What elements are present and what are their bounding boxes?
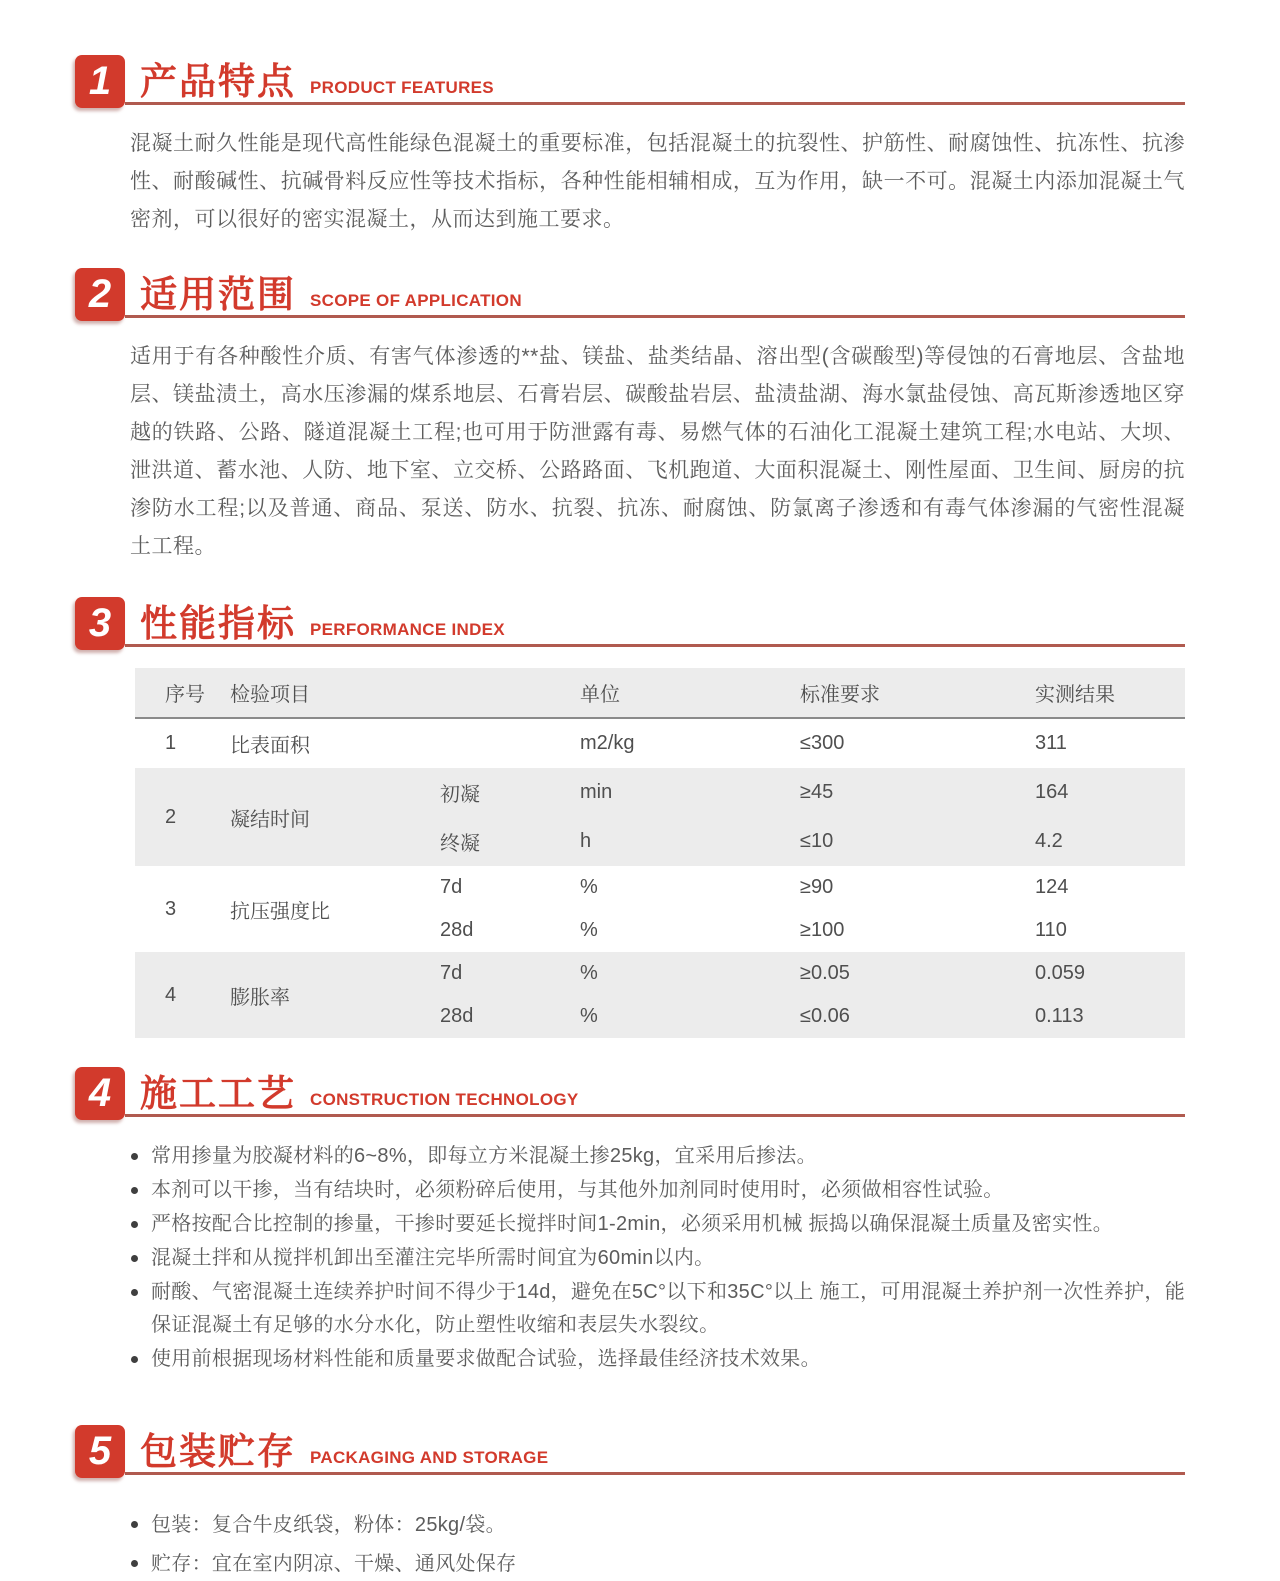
cell-item: 膨胀率 bbox=[230, 986, 290, 1009]
bullet-text: 包装：复合牛皮纸袋，粉体：25kg/袋。 bbox=[151, 1514, 506, 1536]
bullet-icon bbox=[131, 1356, 138, 1363]
section-2-number-badge bbox=[75, 268, 125, 321]
cell-std: ≥0.05 bbox=[800, 962, 850, 984]
cell-unit: h bbox=[580, 830, 592, 852]
cell-unit: m2/kg bbox=[580, 732, 635, 754]
bullet-text: 贮存：宜在室内阴凉、干燥、通风处保存 bbox=[151, 1553, 517, 1575]
section-4-title-rule bbox=[125, 1065, 1185, 1117]
cell-result: 311 bbox=[1035, 732, 1067, 754]
section-2-subtitle: SCOPE OF APPLICATION bbox=[310, 291, 522, 310]
cell-result: 164 bbox=[1035, 781, 1069, 803]
section-1-paragraph: 混凝土耐久性能是现代高性能绿色混凝土的重要标准，包括混凝土的抗裂性、护筋性、耐腐蚀性、抗冻性、抗渗性、耐酸碱性、抗碱骨料反应性等技术指标，各种性能相辅相成，互为作用，缺一不可。混凝土内添加混凝土气密剂，可以很好的密实混凝土，从而达到施工要求。 bbox=[130, 132, 1185, 231]
construction-bullet-list bbox=[128, 1140, 1185, 1376]
section-5-title: 包装贮存 bbox=[140, 1431, 296, 1473]
section-3-header bbox=[75, 594, 1185, 650]
table-row bbox=[135, 866, 1185, 909]
section-4-header bbox=[75, 1064, 1185, 1120]
section-4-title: 施工工艺 bbox=[140, 1073, 296, 1115]
cell-sub: 28d bbox=[440, 1005, 474, 1027]
cell-result: 0.059 bbox=[1035, 962, 1086, 984]
section-1-title: 产品特点 bbox=[140, 61, 296, 103]
cell-unit: % bbox=[580, 919, 598, 941]
cell-item: 比表面积 bbox=[230, 735, 310, 757]
section-2-header bbox=[75, 265, 1185, 321]
cell-sub bbox=[440, 718, 580, 768]
section-number: 5 bbox=[88, 1429, 112, 1473]
section-1-number-badge bbox=[75, 55, 125, 108]
bullet-item bbox=[128, 1276, 1185, 1342]
bullet-icon bbox=[131, 1521, 138, 1528]
section-number: 4 bbox=[88, 1071, 112, 1115]
cell-sub: 初凝 bbox=[440, 784, 480, 806]
bullet-icon bbox=[131, 1560, 138, 1567]
section-5-title-rule bbox=[125, 1423, 1185, 1475]
bullet-item bbox=[128, 1343, 1185, 1376]
cell-sub: 终凝 bbox=[440, 833, 480, 855]
bullet-icon bbox=[131, 1187, 138, 1194]
bullet-text: 混凝土拌和从搅拌机卸出至灌注完毕所需时间宜为60min以内。 bbox=[151, 1247, 715, 1269]
cell-no: 2 bbox=[165, 805, 177, 828]
bullet-item bbox=[128, 1547, 1185, 1581]
col-header-result: 实测结果 bbox=[1035, 684, 1115, 706]
section-3-number-badge bbox=[75, 597, 125, 650]
cell-unit: % bbox=[580, 876, 598, 898]
section-2-title-rule bbox=[125, 266, 1185, 318]
cell-unit: % bbox=[580, 1005, 598, 1027]
bullet-item bbox=[128, 1174, 1185, 1207]
bullet-text: 常用掺量为胶凝材料的6~8%，即每立方米混凝土掺25kg，宜采用后掺法。 bbox=[151, 1145, 817, 1167]
bullet-text: 本剂可以干掺，当有结块时，必须粉碎后使用，与其他外加剂同时使用时，必须做相容性试验。 bbox=[151, 1179, 1004, 1201]
bullet-icon bbox=[131, 1289, 138, 1296]
bullet-text: 耐酸、气密混凝土连续养护时间不得少于14d，避免在5C°以下和35C°以上 施工，可用混凝土养护剂一次性养护，能保证混凝土有足够的水分水化，防止塑性收缩和表层失水裂纹。 bbox=[151, 1281, 1185, 1336]
cell-no: 3 bbox=[165, 897, 177, 920]
cell-std: ≥90 bbox=[800, 876, 834, 898]
section-3-title-rule bbox=[125, 595, 1185, 647]
cell-std: ≤10 bbox=[800, 830, 834, 852]
col-header-unit: 单位 bbox=[580, 684, 620, 706]
cell-std: ≥100 bbox=[800, 919, 845, 941]
cell-sub: 7d bbox=[440, 876, 463, 898]
cell-std: ≤0.06 bbox=[800, 1005, 850, 1027]
section-3-title: 性能指标 bbox=[140, 603, 296, 645]
section-2-paragraph: 适用于有各种酸性介质、有害气体渗透的**盐、镁盐、盐类结晶、溶出型(含碳酸型)等侵蚀的石膏地层、含盐地层、镁盐渍土，高水压渗漏的煤系地层、石膏岩层、碳酸盐岩层、盐渍盐湖、海水氯盐侵蚀、高瓦斯渗透地区穿越的铁路、公路、隧道混凝土工程;也可用于防泄露有毒、易燃气体的石油化工混凝土建筑工程;水电站、大坝、泄洪道、蓄水池、人防、地下室、立交桥、公路路面、飞机跑道、大面积混凝土、刚性屋面、卫生间、厨房的抗渗防水工程;以及普通、商品、泵送、防水、抗裂、抗冻、耐腐蚀、防氯离子渗透和有毒气体渗漏的气密性混凝土工程。 bbox=[130, 345, 1185, 558]
section-1-header bbox=[75, 52, 1185, 108]
cell-item: 凝结时间 bbox=[230, 808, 310, 831]
bullet-text: 使用前根据现场材料性能和质量要求做配合试验，选择最佳经济技术效果。 bbox=[151, 1348, 821, 1370]
col-header-no: 序号 bbox=[165, 684, 205, 706]
bullet-text: 严格按配合比控制的掺量，干掺时要延长搅拌时间1-2min，必须采用机械 振捣以确保混凝土质量及密实性。 bbox=[151, 1213, 1113, 1235]
section-number: 1 bbox=[88, 59, 112, 103]
cell-sub: 28d bbox=[440, 919, 474, 941]
cell-std: ≤300 bbox=[800, 732, 845, 754]
section-1-subtitle: PRODUCT FEATURES bbox=[310, 78, 494, 97]
bullet-item bbox=[128, 1508, 1185, 1542]
section-3-subtitle: PERFORMANCE INDEX bbox=[310, 620, 505, 639]
performance-table-wrap bbox=[135, 668, 1185, 1038]
section-1-title-rule bbox=[125, 53, 1185, 105]
section-4-number-badge bbox=[75, 1067, 125, 1120]
section-number: 3 bbox=[88, 601, 112, 645]
section-4-subtitle: CONSTRUCTION TECHNOLOGY bbox=[310, 1090, 579, 1109]
cell-item: 抗压强度比 bbox=[230, 900, 330, 923]
bullet-icon bbox=[131, 1221, 138, 1228]
cell-no: 1 bbox=[165, 732, 177, 754]
table-row bbox=[135, 768, 1185, 817]
packaging-bullet-list bbox=[128, 1508, 1185, 1581]
cell-std: ≥45 bbox=[800, 781, 834, 803]
cell-unit: min bbox=[580, 781, 613, 803]
cell-unit: % bbox=[580, 962, 598, 984]
section-5-header bbox=[75, 1422, 1185, 1478]
table-row bbox=[135, 718, 1185, 768]
section-5-subtitle: PACKAGING AND STORAGE bbox=[310, 1448, 549, 1467]
col-header-item: 检验项目 bbox=[230, 684, 310, 706]
bullet-item bbox=[128, 1140, 1185, 1173]
cell-result: 110 bbox=[1035, 919, 1067, 941]
cell-sub: 7d bbox=[440, 962, 463, 984]
section-2-title: 适用范围 bbox=[140, 274, 296, 316]
table-row bbox=[135, 952, 1185, 995]
section-5-number-badge bbox=[75, 1425, 125, 1478]
cell-result: 124 bbox=[1035, 876, 1069, 898]
cell-result: 4.2 bbox=[1035, 830, 1063, 852]
bullet-item bbox=[128, 1208, 1185, 1241]
table-header-row bbox=[135, 668, 1185, 718]
cell-no: 4 bbox=[165, 983, 177, 1006]
section-number: 2 bbox=[88, 272, 112, 316]
performance-table bbox=[135, 668, 1185, 1038]
col-header-std: 标准要求 bbox=[800, 684, 880, 706]
bullet-item bbox=[128, 1242, 1185, 1275]
bullet-icon bbox=[131, 1255, 138, 1262]
cell-result: 0.113 bbox=[1035, 1005, 1084, 1027]
bullet-icon bbox=[131, 1153, 138, 1160]
